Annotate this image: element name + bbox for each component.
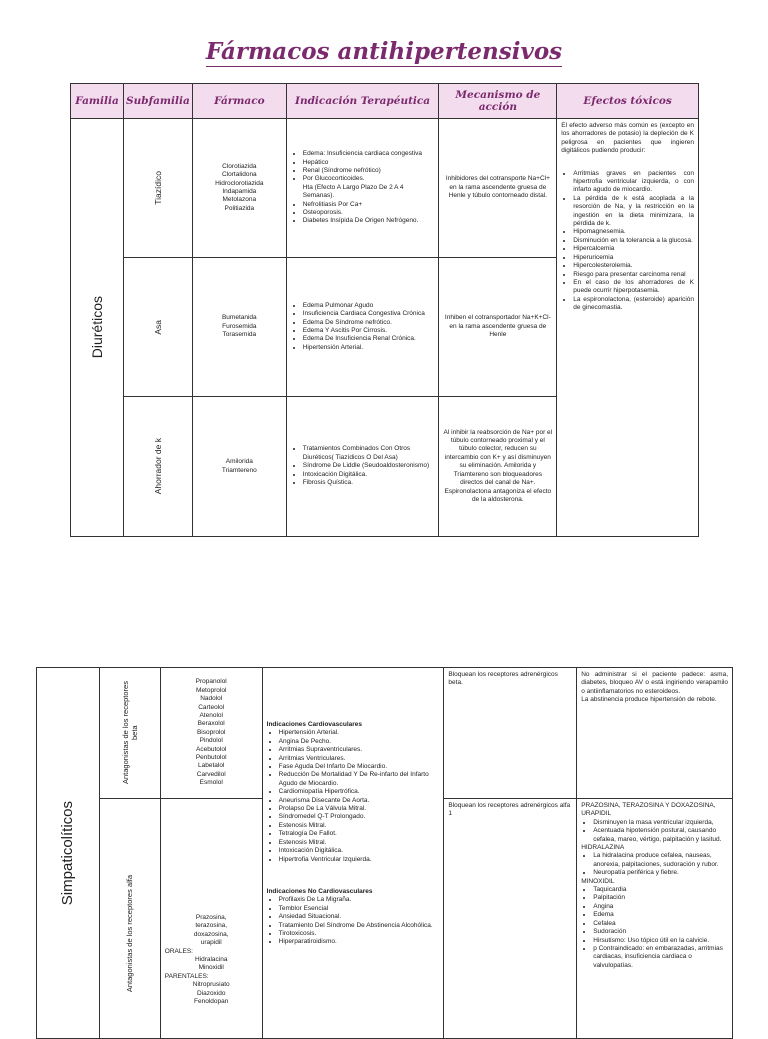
mecanismo-tiazidico: Inhibidores del cotransporte Na+Cl+ en la rama ascendente gruesa de Henle y túbulo contorneado distal.	[439, 119, 557, 258]
indicaciones-asa: • Edema Pulmonar Agudo • Insuficiencia Cardiaca Congestiva Crónica • Edema De Síndrome nefrótico. • Edema Y Ascitis Por Cirrosis. • Edema De Insuficiencia Renal Crónica. • Hipertensión Arterial.	[286, 258, 439, 397]
mecanismo-ahorrador: Al inhibir la reabsorción de Na+ por el túbulo contorneado proximal y el túbulo colector, reducen su intercambio con K+ y así disminuyen su eliminación. Amilorida y Triamtereno son bloqueadores directos del canal de Na+. Espironolactona antagoniza el efecto de la aldosterona.	[439, 397, 557, 537]
header-mecanismo: Mecanismo de acción	[439, 84, 557, 119]
efectos-alfa: PRAZOSINA, TERAZOSINA Y DOXAZOSINA, URAPIDIL • Disminuyen la masa ventricular izquierda, • Acentuada hipotensión postural, causando cefalea, mareo, vértigo, palpitación y lasitud. HIDRALAZINA • La hidralacina produce cefalea, nauseas, anorexia, palpitaciones, sudoración y rubor. • Neuropatía periférica y fiebre. MINOXIDIL • Taquicardia • Palpitación • Angina • Edema • Cefalea • Sudoración • Hirsutismo: Uso tópico útil en la calvicie. • p Contraindicado: en embarazadas, arritmias cardiacas, insuficiencia cardiaca o valvulopatías.	[577, 799, 733, 1039]
efectos-beta: No administrar si el paciente padece: asma, diabetes, bloqueo AV o está ingiriendo verapamilo o antiinflamatorios no esteroideos. La abstinencia produce hipertensión de rebote.	[577, 668, 733, 799]
diureticos-table	[70, 83, 699, 537]
page-title: Fármacos antihipertensivos	[205, 38, 563, 65]
subfamilia-alfa: Antagonistas de los receptores alfa	[99, 799, 160, 1039]
header-row	[71, 84, 699, 119]
indicaciones-tiazidico: • Edema: Insuficiencia cardiaca congestiva • Hepático • Renal (Síndrome nefrótico) • Por Glucocorticoides. Hta (Efecto A Largo Plazo De 2 A 4 Semanas). • Nefrolitiasis Por Ca+ • Osteoporosis. • Diabetes Insípida De Origen Nefrógeno.	[286, 119, 439, 258]
mecanismo-alfa: Bloquean los receptores adrenérgicos alfa 1	[444, 799, 577, 1039]
header-farmaco: Fármaco	[192, 84, 286, 119]
indicaciones-cardio-label: Indicaciones Cardiovasculares	[266, 721, 363, 728]
header-indicacion: Indicación Terapéutica	[286, 84, 439, 119]
familia-simpaticoliticos: Simpaticolíticos	[37, 668, 100, 1039]
efectos-diureticos: El efecto adverso más común es (excepto en los ahorradores de potasio) la depleción de K peligrosa en pacientes que ingieren digitálicos pudiendo producir: • Arritmias graves en pacientes con hipertrofia ventricular izquierda, o con infarto agudo de miocardio. • La pérdida de k está acoplada a la resorción de Na, y la restricción en la ingestión en la dieta minimizara, la pérdida de k. • Hipomagnesemia. • Disminución en la tolerancia a la glucosa. • Hipercalcemia • Hiperuricemia • Hipercolesterolemia. • Riesgo para presentar carcinoma renal • En el caso de los ahorradores de K puede ocurrir hiperpotasemia. • La espironolactona, (esteroide) aparición de ginecomastia.	[557, 119, 699, 537]
farmacos-beta: Propanolol Metoprolol Nadolol Carteolol Atenolol Beraxolol Bisoprolol Pindolol Acebutolol Penbutolol Labetalol Carvedilol Esmolol	[160, 668, 262, 799]
row-tiazidico	[71, 119, 699, 258]
farmacos-asa: Bumetanida Furosemida Torasemida	[192, 258, 286, 397]
header-efectos: Efectos tóxicos	[557, 84, 699, 119]
indicaciones-no-cardio-label: Indicaciones No Cardiovasculares	[266, 887, 373, 895]
subfamilia-beta: Antagonistas de los receptores beta	[99, 668, 160, 799]
simpaticoliticos-table	[36, 667, 733, 1039]
farmacos-ahorrador: Amilorida Triamtereno	[192, 397, 286, 537]
header-subfamilia: Subfamilia	[123, 84, 192, 119]
indicaciones-ahorrador: • Tratamientos Combinados Con Otros Diuréticos( Tiazídicos O Del Asa) • Síndrome De Liddle (Seudoaldosteronismo) • Intoxicación Digitálica. • Fibrosis Quística.	[286, 397, 439, 537]
subfamilia-tiazidico: Tiazídico	[123, 119, 192, 258]
farmacos-alfa: Prazosina, terazosina, doxazosina, urapidil ORALES: Hidralacina Minoxidil PARENTALES: Nitroprusiato Diazoxido Fenoldopan	[160, 799, 262, 1039]
subfamilia-asa: Asa	[123, 258, 192, 397]
familia-diureticos: Diuréticos	[71, 119, 124, 537]
row-beta	[37, 668, 733, 799]
mecanismo-beta: Bloquean los receptores adrenérgicos beta.	[444, 668, 577, 799]
header-familia: Familia	[71, 84, 124, 119]
farmacos-tiazidico: Clorotiazida Clortalidona Hidroclorotiazida Indapamida Metolazona Politiazida	[192, 119, 286, 258]
mecanismo-asa: Inhiben el cotransportador Na+K+Cl- en la rama ascendente gruesa de Henle	[439, 258, 557, 397]
indicaciones-simpaticoliticos: Indicaciones Cardiovasculares • Hipertensión Arterial. • Angina De Pecho. • Arritmias Supraventriculares. • Arritmias Ventriculares. • Fase Aguda Del Infarto De Miocardio. • Reducción De Mortalidad Y De Re-infarto del Infarto Agudo de Miocardio. • Cardiomiopatía Hipertrófica. • Aneurisma Disecante De Aorta. • Prolapso De La Válvula Mitral. • Síndromedel Q-T Prolongado. • Estenosis Mitral. • Tetralogía De Fallot. • Estenosis Mitral. • Intoxicación Digitálica. • Hipertrofia Ventricular Izquierda. Indicaciones No Cardiovasculares • Profilaxis De La Migraña. • Temblor Esencial • Ansiedad Situacional. • Tratamiento Del Síndrome De Abstinencia Alcohólica. • Tirotoxicosis. • Hiperparatiroidismo.	[262, 668, 444, 1039]
subfamilia-ahorrador: Ahorrador de k	[123, 397, 192, 537]
